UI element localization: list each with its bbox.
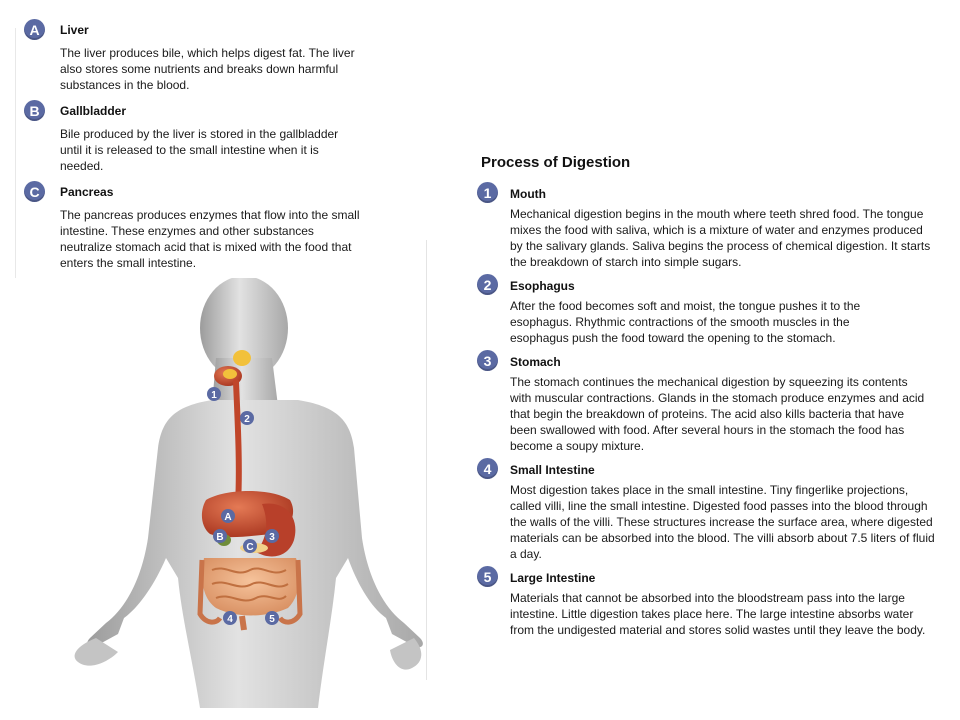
step-heading-stomach: Stomach bbox=[510, 355, 561, 369]
step-desc-esophagus: After the food becomes soft and moist, the tongue pushes it to the esophagus. Rhythmic contractions of the smooth muscles in the esophagus push the food toward the opening to the stomach. bbox=[510, 299, 861, 345]
badge-c: C bbox=[24, 181, 45, 202]
step-badge-1: 1 bbox=[477, 182, 498, 203]
figure-label-c bbox=[243, 539, 257, 553]
step-heading-large-intestine: Large Intestine bbox=[510, 571, 596, 585]
svg-text:A: A bbox=[224, 512, 232, 523]
step-desc-stomach: The stomach continues the mechanical digestion by squeezing its contents with muscular contractions. Glands in the stomach produce enzymes and acid that begin the breakdown of proteins. The acid also kills bacteria that have been swallowed with food. After several hours in the stomach the food has become a soupy mixture. bbox=[510, 375, 925, 453]
svg-text:3: 3 bbox=[269, 532, 275, 543]
organ-heading-liver: Liver bbox=[60, 23, 89, 37]
step-heading-esophagus: Esophagus bbox=[510, 279, 575, 293]
svg-text:5: 5 bbox=[269, 614, 275, 625]
step-heading-mouth: Mouth bbox=[510, 187, 546, 201]
esophagus bbox=[236, 382, 239, 504]
svg-text:B: B bbox=[216, 532, 224, 543]
step-desc-large-intestine: Materials that cannot be absorbed into the bloodstream pass into the large intestine. Little digestion takes place here. The large intestine absorbs water from the undigested material and stores solid wastes until they leave the body. bbox=[510, 591, 926, 637]
figure-label-a bbox=[221, 509, 235, 523]
figure-label-5 bbox=[265, 611, 279, 625]
process-title: Process of Digestion bbox=[481, 154, 631, 171]
left-divider bbox=[15, 28, 16, 278]
svg-text:C: C bbox=[246, 542, 254, 553]
svg-text:1: 1 bbox=[211, 390, 217, 401]
figure-label-1 bbox=[207, 387, 221, 401]
step-badge-2: 2 bbox=[477, 274, 498, 295]
svg-text:4: 4 bbox=[227, 614, 233, 625]
organ-heading-gallbladder: Gallbladder bbox=[60, 104, 127, 118]
organ-desc-pancreas: The pancreas produces enzymes that flow into the small intestine. These enzymes and other substances neutralize stomach acid that is mixed with the food that enters the small intestine. bbox=[60, 208, 360, 270]
badge-a: A bbox=[24, 19, 45, 40]
step-badge-3: 3 bbox=[477, 350, 498, 371]
figure-label-3 bbox=[265, 529, 279, 543]
step-badge-5: 5 bbox=[477, 566, 498, 587]
step-desc-small-intestine: Most digestion takes place in the small intestine. Tiny fingerlike projections, called villi, line the small intestine. Digested food passes into the blood through the walls of the villi. These structures increase the surface area, where digested materials can be absorbed into the blood. The villi absorb about 7.5 liters of fluid a day. bbox=[510, 483, 935, 561]
badge-b: B bbox=[24, 100, 45, 121]
svg-text:2: 2 bbox=[244, 414, 250, 425]
digestive-system-figure bbox=[66, 278, 430, 708]
organ-desc-gallbladder: Bile produced by the liver is stored in the gallbladder until it is released to the small intestine when it is needed. bbox=[60, 127, 339, 173]
step-desc-mouth: Mechanical digestion begins in the mouth where teeth shred food. The tongue mixes the food with saliva, which is a mixture of water and enzymes produced by the salivary glands. Saliva begins the process of chemical digestion. It starts the breakdown of starch into simple sugars. bbox=[510, 207, 931, 269]
organ-desc-liver: The liver produces bile, which helps digest fat. The liver also stores some nutrients and breaks down harmful substances in the blood. bbox=[60, 46, 355, 92]
figure-label-b bbox=[213, 529, 227, 543]
figure-label-2 bbox=[240, 411, 254, 425]
step-badge-4: 4 bbox=[477, 458, 498, 479]
figure-label-4 bbox=[223, 611, 237, 625]
step-heading-small-intestine: Small Intestine bbox=[510, 463, 595, 477]
organ-heading-pancreas: Pancreas bbox=[60, 185, 114, 199]
